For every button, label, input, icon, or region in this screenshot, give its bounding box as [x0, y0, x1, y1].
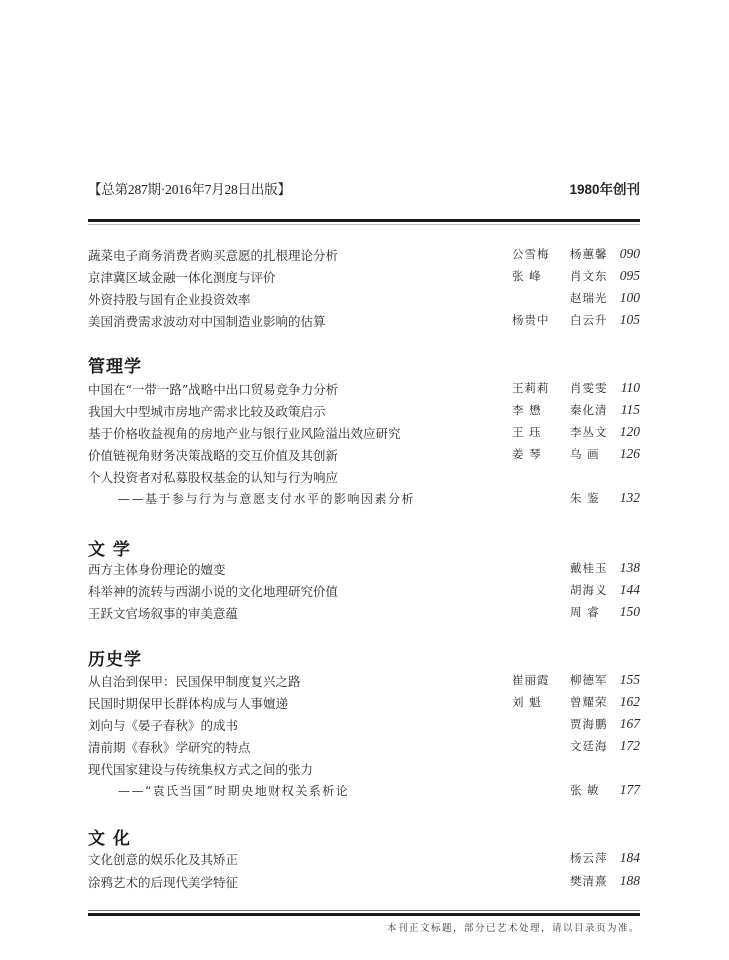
article-title: 从自治到保甲：民国保甲制度复兴之路 [88, 674, 301, 689]
page-number: 126 [619, 446, 640, 461]
section-heading-culture: 文 化 [88, 829, 131, 849]
article-title: 西方主体身份理论的嬗变 [88, 562, 226, 577]
page-number: 095 [619, 268, 640, 283]
section-heading-management: 管理学 [88, 357, 142, 377]
article-title: 我国大中型城市房地产需求比较及政策启示 [88, 404, 326, 419]
issue-info: 【总第287期·2016年7月28日出版】 [88, 182, 291, 197]
toc-entry[interactable] [88, 873, 640, 893]
toc-entry[interactable] [88, 246, 640, 266]
page-number: 138 [619, 560, 640, 575]
author: 赵瑞光 [570, 291, 608, 305]
bottom-rule-thin [88, 910, 640, 911]
section-heading-history: 历史学 [88, 650, 142, 670]
page-number: 100 [619, 290, 640, 305]
author: 姜 琴 [512, 447, 542, 461]
toc-entry[interactable] [88, 402, 640, 422]
page-number: 115 [620, 402, 640, 417]
article-title: 中国在“一带一路”战略中出口贸易竞争力分析 [88, 382, 339, 397]
page-number: 132 [619, 490, 640, 505]
article-subtitle: ——“袁氏当国”时期央地财权关系析论 [118, 784, 350, 798]
article-title: 美国消费需求波动对中国制造业影响的估算 [88, 314, 326, 329]
author: 李 懋 [512, 403, 542, 417]
page-number: 090 [619, 246, 640, 261]
article-title: 个人投资者对私募股权基金的认知与行为响应 [88, 470, 339, 485]
page-number: 177 [619, 782, 640, 797]
toc-entry[interactable] [88, 850, 640, 870]
page-number: 150 [619, 604, 640, 619]
top-rule-thick [88, 219, 640, 222]
toc-entry[interactable] [88, 312, 640, 332]
author: 周 睿 [570, 605, 600, 619]
article-title: 外资持股与国有企业投资效率 [88, 292, 251, 307]
author: 公雪梅 [512, 247, 550, 261]
page-number: 162 [619, 694, 640, 709]
author: 文廷海 [570, 739, 608, 753]
article-title: 文化创意的娱乐化及其矫正 [88, 852, 239, 867]
article-title: 刘向与《晏子春秋》的成书 [88, 718, 239, 733]
article-subtitle: ——基于参与行为与意愿支付水平的影响因素分析 [118, 492, 416, 506]
toc-entry[interactable] [88, 560, 640, 580]
article-title: 京津冀区域金融一体化测度与评价 [88, 270, 276, 285]
page-number: 167 [619, 716, 640, 731]
article-title: 科举神的流转与西湖小说的文化地理研究价值 [88, 584, 339, 599]
author: 曾耀荣 [570, 695, 608, 709]
author: 刘 魁 [512, 695, 542, 709]
article-title: 基于价格收益视角的房地产业与银行业风险溢出效应研究 [88, 426, 401, 441]
author: 王 珏 [512, 425, 542, 439]
page-number: 144 [619, 582, 640, 597]
toc-entry[interactable] [88, 760, 640, 780]
article-title: 价值链视角财务决策战略的交互价值及其创新 [88, 448, 339, 463]
toc-entry[interactable] [88, 290, 640, 310]
article-title: 清前期《春秋》学研究的特点 [88, 740, 251, 755]
section-heading-literature: 文 学 [88, 540, 131, 560]
footnote: 本刊正文标题，部分已艺术处理，请以目录页为准。 [386, 923, 640, 934]
article-title: 民国时期保甲长群体构成与人事嬗递 [88, 696, 289, 711]
article-title: 蔬菜电子商务消费者购买意愿的扎根理论分析 [88, 248, 339, 263]
top-rule-thin [88, 224, 640, 225]
author: 朱 鉴 [570, 491, 600, 505]
author: 杨蕙馨 [570, 247, 608, 261]
toc-entry-subtitle[interactable] [88, 490, 640, 510]
article-title: 现代国家建设与传统集权方式之间的张力 [88, 762, 314, 777]
author: 秦化清 [570, 403, 608, 417]
author: 李丛文 [570, 425, 608, 439]
toc-entry[interactable] [88, 380, 640, 400]
founded-year: 1980年创刊 [569, 182, 640, 197]
author: 肖文东 [570, 269, 608, 283]
toc-entry-subtitle[interactable] [88, 782, 640, 802]
issue-header [88, 178, 640, 200]
author: 杨贵中 [512, 313, 550, 327]
author: 张 峰 [512, 269, 542, 283]
bottom-rule-thick [88, 913, 640, 916]
toc-entry[interactable] [88, 468, 640, 488]
page-number: 120 [619, 424, 640, 439]
author: 柳德军 [570, 673, 608, 687]
author: 王莉莉 [512, 381, 550, 395]
page-number: 155 [619, 672, 640, 687]
author: 乌 画 [570, 447, 600, 461]
toc-entry[interactable] [88, 604, 640, 624]
toc-entry[interactable] [88, 446, 640, 466]
author: 崔丽霞 [512, 673, 550, 687]
toc-entry[interactable] [88, 738, 640, 758]
page-number: 110 [620, 380, 640, 395]
author: 白云升 [570, 313, 608, 327]
page-number: 105 [619, 312, 640, 327]
article-title: 王跃文官场叙事的审美意蕴 [88, 606, 239, 621]
author: 肖雯雯 [570, 381, 608, 395]
page-number: 172 [619, 738, 640, 753]
toc-entry[interactable] [88, 424, 640, 444]
toc-entry[interactable] [88, 694, 640, 714]
author: 张 敏 [570, 783, 600, 797]
author: 贾海鹏 [570, 717, 608, 731]
author: 胡海义 [570, 583, 608, 597]
author: 戴桂玉 [570, 561, 608, 575]
toc-entry[interactable] [88, 268, 640, 288]
toc-entry[interactable] [88, 582, 640, 602]
toc-entry[interactable] [88, 672, 640, 692]
article-title: 涂鸦艺术的后现代美学特征 [88, 875, 239, 890]
author: 杨云萍 [570, 851, 608, 865]
page-number: 188 [619, 873, 640, 888]
page-number: 184 [619, 850, 640, 865]
author: 樊清熹 [570, 874, 608, 888]
toc-entry[interactable] [88, 716, 640, 736]
